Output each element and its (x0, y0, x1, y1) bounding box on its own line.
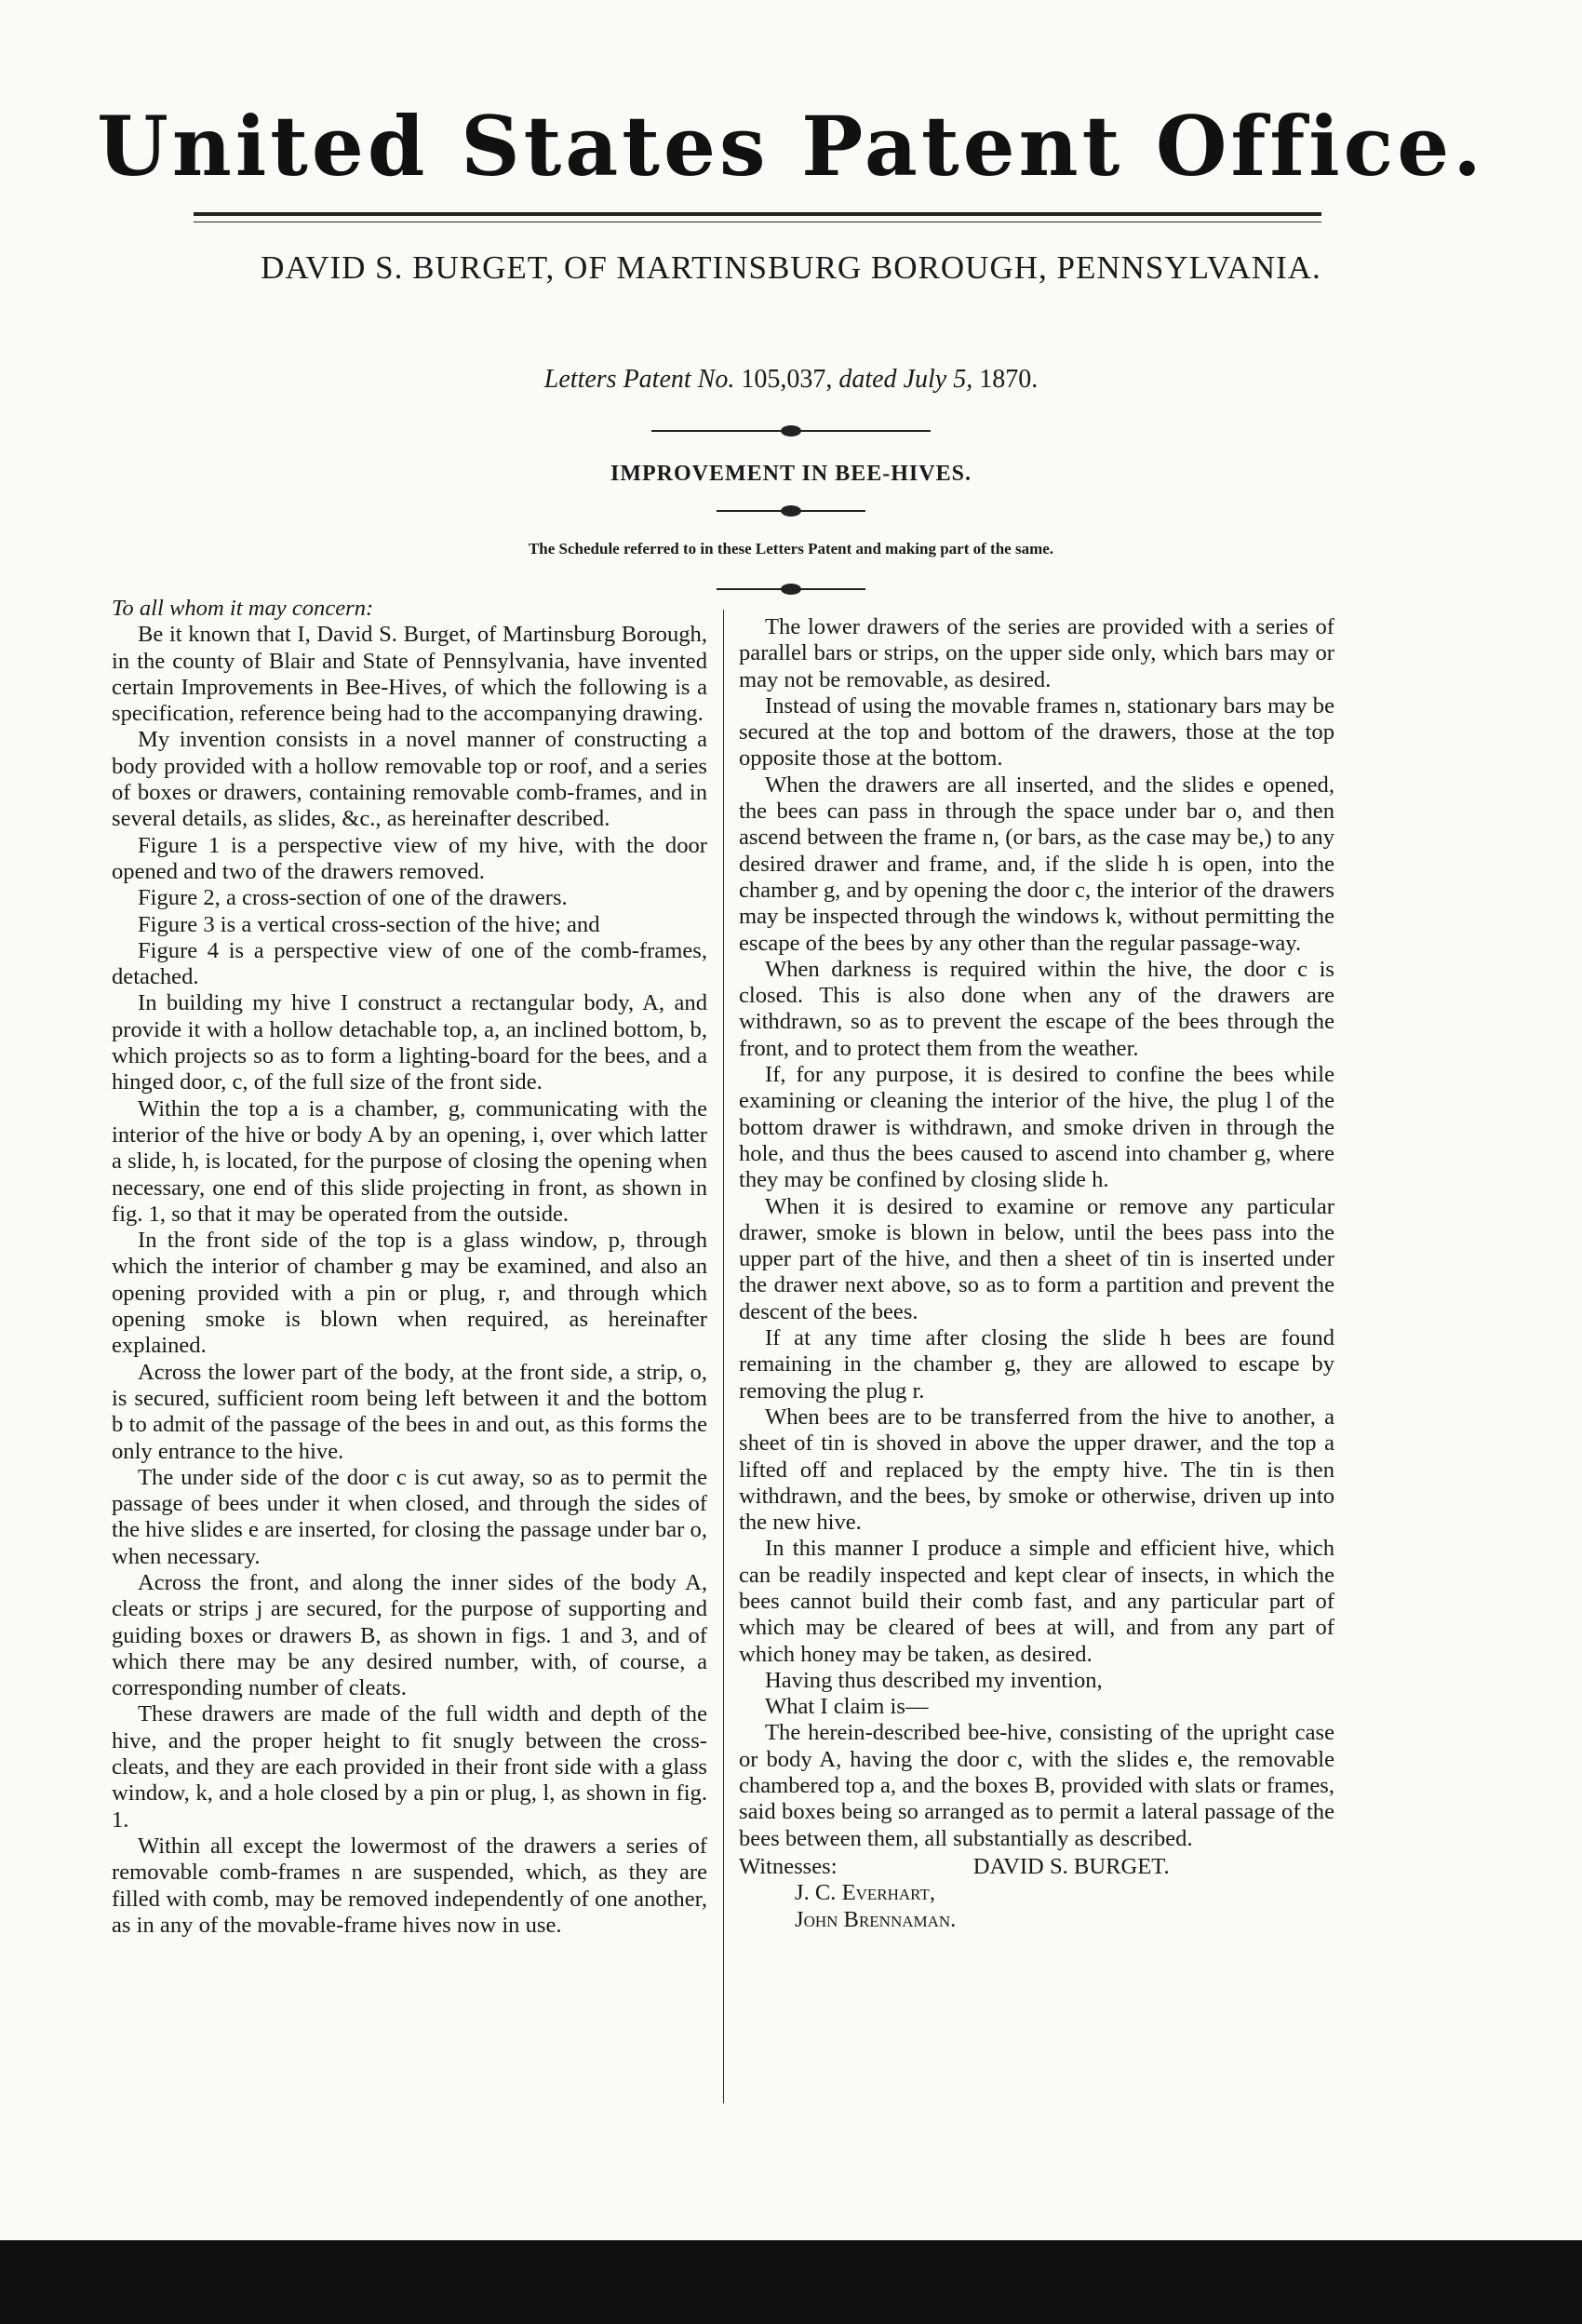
dated-prefix: dated (838, 365, 897, 394)
schedule-line: The Schedule referred to in these Letters Patent and making part of the same. (528, 540, 1054, 557)
paragraph: What I claim is— (765, 1694, 929, 1720)
patent-number: 105,037, (741, 365, 833, 394)
paragraph: Instead of using the movable frames n, stationary bars may be secured at the top and bottom of the drawers, those at the top opposite those at the bottom. (739, 692, 1334, 772)
ornament-divider (717, 588, 865, 590)
paragraph: Within the top a is a chamber, g, communicating with the interior of the hive or body A by an opening, i, over which latter a slide, h, is located, for the purpose of closing the opening when necessary, one end of this slide projecting in front, as shown in fig. 1, so that it may be operated from the outside. (112, 1095, 707, 1227)
ornament-divider (717, 510, 865, 512)
paragraph: The lower drawers of the series are provided with a series of parallel bars or strips, on the upper side only, which bars may or may not be removable, as desired. (739, 614, 1334, 692)
paragraph: Figure 4 is a perspective view of one of the comb-frames, detached. (112, 937, 707, 990)
paragraph: Figure 3 is a vertical cross-section of the hive; and (138, 911, 600, 937)
paragraph: Having thus described my invention, (765, 1667, 1103, 1693)
paragraph: When it is desired to examine or remove any particular drawer, smoke is blown in below, until the bees pass into the upper part of the hive, and then a sheet of tin is inserted under the drawer next above, so as to form a partition and prevent the descent of the bees. (739, 1193, 1334, 1324)
paragraph: Within all except the lowermost of the drawers a series of removable comb-frames n are suspended, which, as they are filled with comb, may be removed independently of one another, as in any of the movable-frame hives now in use. (112, 1833, 707, 1938)
paragraph: My invention consists in a novel manner of constructing a body provided with a hollow removable top or roof, and a series of boxes or drawers, containing removable comb-frames, and in several details, as slides, &c., as hereinafter described. (112, 727, 707, 832)
column-divider (723, 610, 724, 2103)
claim-paragraph: The herein-described bee-hive, consisting of the upright case or body A, having the door c, with the slides e, the removable chambered top a, and the boxes B, provided with slats or frames, said boxes being so arranged as to permit a lateral passage of the bees between them, all substantially as described. (739, 1720, 1334, 1851)
paragraph: The under side of the door c is cut away, so as to permit the passage of bees under it when closed, and through the sides of the hive slides e are inserted, for closing the passage under bar o, when necessary. (112, 1464, 707, 1569)
paragraph: In the front side of the top is a glass window, p, through which the interior of chamber g may be examined, and also an opening provided with a pin or plug, r, and through which opening smoke is blown when required, as hereinafter explained. (112, 1228, 707, 1359)
paragraph: Be it known that I, David S. Burget, of Martinsburg Borough, in the county of Blair and State of Pennsylvania, have invented certain Improvements in Bee-Hives, of which the following is a specification, reference being had to the accompanying drawing. (112, 622, 707, 727)
paragraph: If at any time after closing the slide h bees are found remaining in the chamber g, they are allowed to escape by removing the plug r. (739, 1325, 1334, 1404)
witness-name: J. C. Everhart, (795, 1880, 935, 1906)
letters-patent-prefix: Letters Patent No. (543, 365, 735, 394)
ornament-divider (651, 430, 931, 432)
left-column (112, 596, 707, 1939)
scan-edge-band (0, 2240, 1582, 2324)
letters-patent-line (0, 365, 1582, 395)
paragraph: Figure 1 is a perspective view of my hive, with the door opened and two of the drawers removed. (112, 832, 707, 884)
paragraph: Across the front, and along the inner sides of the body A, cleats or strips j are secured, for the purpose of supporting and guiding boxes or drawers B, as shown in figs. 1 and 3, and of which there may be any desired number, with, of course, a corresponding number of cleats. (112, 1569, 707, 1701)
office-masthead: United States Patent Office. (97, 98, 1485, 195)
paragraph: When darkness is required within the hive, the door c is closed. This is also done when any of the drawers are withdrawn, so as to prevent the escape of the bees through the front, and to protect them from the weather. (739, 956, 1334, 1061)
inventor-signature: DAVID S. BURGET. (972, 1853, 1170, 1879)
patent-year: 1870. (979, 365, 1039, 394)
witness-name: John Brennaman. (795, 1906, 957, 1932)
patent-date: July 5, (903, 365, 973, 394)
paragraph: Across the lower part of the body, at the front side, a strip, o, is secured, sufficient room being left between it and the bottom b to admit of the passage of the bees in and out, as this forms the only entrance to the hive. (112, 1359, 707, 1464)
paragraph: Figure 2, a cross-section of one of the drawers. (138, 885, 568, 911)
paragraph: These drawers are made of the full width and depth of the hive, and the proper height to fit snugly between the cross-cleats, and they are each provided in their front side with a glass window, k, and a hole closed by a pin or plug, l, as shown in fig. 1. (112, 1701, 707, 1833)
right-column (739, 614, 1334, 1933)
signature-line (739, 1854, 1334, 1880)
paragraph: When the drawers are all inserted, and the slides e opened, the bees can pass in through the space under bar o, and then ascend between the frame n, (or bars, as the case may be,) to any desired drawer and frame, and, if the slide h is open, into the chamber g, and by opening the door c, the interior of the drawers may be inspected through the windows k, without permitting the escape of the bees by any other than the regular passage-way. (739, 772, 1334, 956)
inventor-line: DAVID S. BURGET, OF MARTINSBURG BOROUGH, PENNSYLVANIA. (261, 249, 1321, 286)
paragraph: In this manner I produce a simple and efficient hive, which can be readily inspected and kept clear of insects, in which the bees cannot build their comb fast, and any particular part of which may be cleared of bees at will, and from any part of which honey may be taken, as desired. (739, 1536, 1334, 1667)
salutation: To all whom it may concern: (112, 596, 374, 621)
paragraph: If, for any purpose, it is desired to confine the bees while examining or cleaning the interior of the hive, the plug l of the bottom drawer is withdrawn, and smoke driven in through the hole, and thus the bees caused to ascend into chamber g, where they may be confined by closing slide h. (739, 1062, 1334, 1193)
paragraph: In building my hive I construct a rectangular body, A, and provide it with a hollow detachable top, a, an inclined bottom, b, which projects so as to form a lighting-board for the bees, and a hinged door, c, of the full size of the front side. (112, 990, 707, 1095)
masthead-rule (194, 212, 1321, 216)
patent-title: IMPROVEMENT IN BEE-HIVES. (610, 462, 972, 486)
paragraph: When bees are to be transferred from the hive to another, a sheet of tin is shoved in above the upper drawer, and the top a lifted off and replaced by the empty hive. The tin is then withdrawn, and the bees, by smoke or otherwise, driven up into the new hive. (739, 1404, 1334, 1536)
witnesses-label: Witnesses: (739, 1853, 838, 1879)
